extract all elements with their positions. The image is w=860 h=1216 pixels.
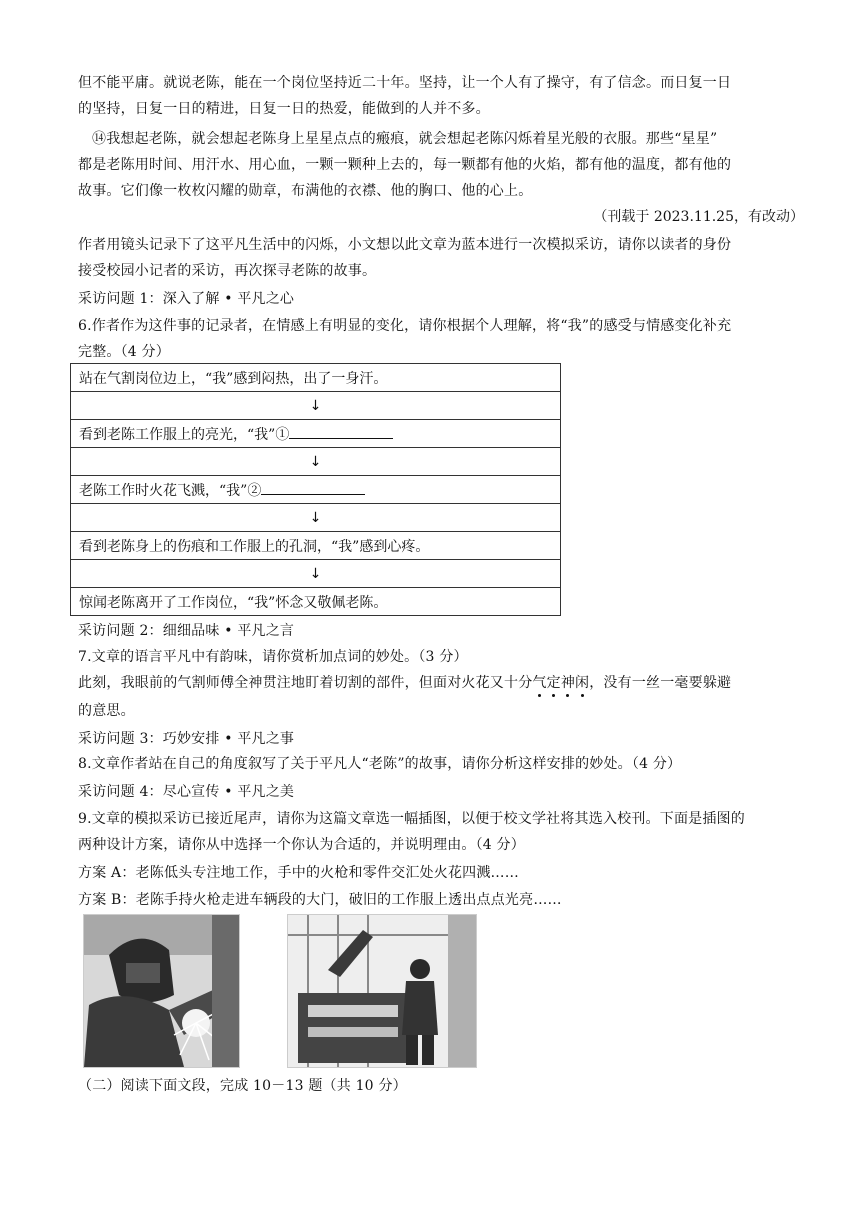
flow-row-2: 看到老陈工作服上的亮光，“我”① <box>71 420 561 448</box>
interview-heading-3: 采访问题 3：巧妙安排 • 平凡之事 <box>78 731 295 747</box>
flow-row-5: 惊闻老陈离开了工作岗位，“我”怀念又敬佩老陈。 <box>71 588 561 616</box>
question-7-quote-end: 的意思。 <box>78 703 135 719</box>
dotted-char: 闲 <box>575 675 590 691</box>
question-6-points: 完整。（4 分） <box>78 344 170 360</box>
interview-heading-2: 采访问题 2：细细品味 • 平凡之言 <box>78 623 295 639</box>
source-note: （刊载于 2023.11.25，有改动） <box>593 209 804 225</box>
welder-photo-a <box>83 914 240 1068</box>
flow-row-1: 站在气割岗位边上，“我”感到闷热，出了一身汗。 <box>71 364 561 392</box>
plan-b: 方案 B：老陈手持火枪走进车辆段的大门，破旧的工作服上透出点点光亮…… <box>78 892 562 908</box>
interview-heading-1: 采访问题 1：深入了解 • 平凡之心 <box>78 291 295 307</box>
question-9: 两种设计方案，请你从中选择一个你认为合适的，并说明理由。（4 分） <box>78 837 525 853</box>
dotted-char: 气 <box>532 675 547 691</box>
question-7: 7.文章的语言平凡中有韵味，请你赏析加点词的妙处。（3 分） <box>78 649 468 665</box>
intro-line: 接受校园小记者的采访，再次探寻老陈的故事。 <box>78 263 377 279</box>
question-6: 6.作者作为这件事的记录者，在情感上有明显的变化，请你根据个人理解，将“我”的感受与情感变化补充 <box>78 318 732 334</box>
interview-heading-4: 采访问题 4：尽心宣传 • 平凡之美 <box>78 784 295 800</box>
section-heading-2: （二）阅读下面文段，完成 10－13 题（共 10 分） <box>78 1078 407 1094</box>
text-line: 但不能平庸。就说老陈，能在一个岗位坚持近二十年。坚持，让一个人有了操守，有了信念。而日复一日 <box>78 75 732 91</box>
down-arrow-icon: ↓ <box>71 448 561 476</box>
question-8: 8.文章作者站在自己的角度叙写了关于平凡人“老陈”的故事，请你分析这样安排的妙处。（4 分） <box>78 756 682 772</box>
intro-line: 作者用镜头记录下了这平凡生活中的闪烁，小文想以此文章为蓝本进行一次模拟采访，请你以读者的身份 <box>78 237 732 253</box>
paragraph-14-line: 故事。它们像一枚枚闪耀的勋章，布满他的衣襟、他的胸口、他的心上。 <box>78 183 533 199</box>
question-7-quote: 此刻，我眼前的气割师傅全神贯注地盯着切割的部件，但面对火花又十分气定神闲，没有一丝一毫要躲避 <box>78 675 732 691</box>
down-arrow-icon: ↓ <box>71 392 561 420</box>
dotted-char: 神 <box>560 675 576 691</box>
flow-row-3: 老陈工作时火花飞溅，“我”② <box>71 476 561 504</box>
answer-blank-2[interactable] <box>261 480 365 495</box>
emotion-flow-table <box>70 363 561 616</box>
text-line: 的坚持，日复一日的精进，日复一日的热爱，能做到的人并不多。 <box>78 101 490 117</box>
paragraph-14-line: ⑭我想起老陈，就会想起老陈身上星星点点的瘢痕，就会想起老陈闪烁着星光般的衣服。那些“星星” <box>92 131 718 147</box>
flow-row-4: 看到老陈身上的伤痕和工作服上的孔洞，“我”感到心疼。 <box>71 532 561 560</box>
question-9: 9.文章的模拟采访已接近尾声，请你为这篇文章选一幅插图，以便于校文学社将其选入校刊。下面是插图的 <box>78 811 745 827</box>
welder-photo-b <box>287 914 477 1068</box>
down-arrow-icon: ↓ <box>71 504 561 532</box>
answer-blank-1[interactable] <box>289 424 393 439</box>
paragraph-14-line: 都是老陈用时间、用汗水、用心血，一颗一颗种上去的，每一颗都有他的火焰，都有他的温度，都有他的 <box>78 157 732 173</box>
plan-a: 方案 A：老陈低头专注地工作，手中的火枪和零件交汇处火花四溅…… <box>78 865 519 881</box>
dotted-char: 定 <box>546 675 561 691</box>
down-arrow-icon: ↓ <box>71 560 561 588</box>
